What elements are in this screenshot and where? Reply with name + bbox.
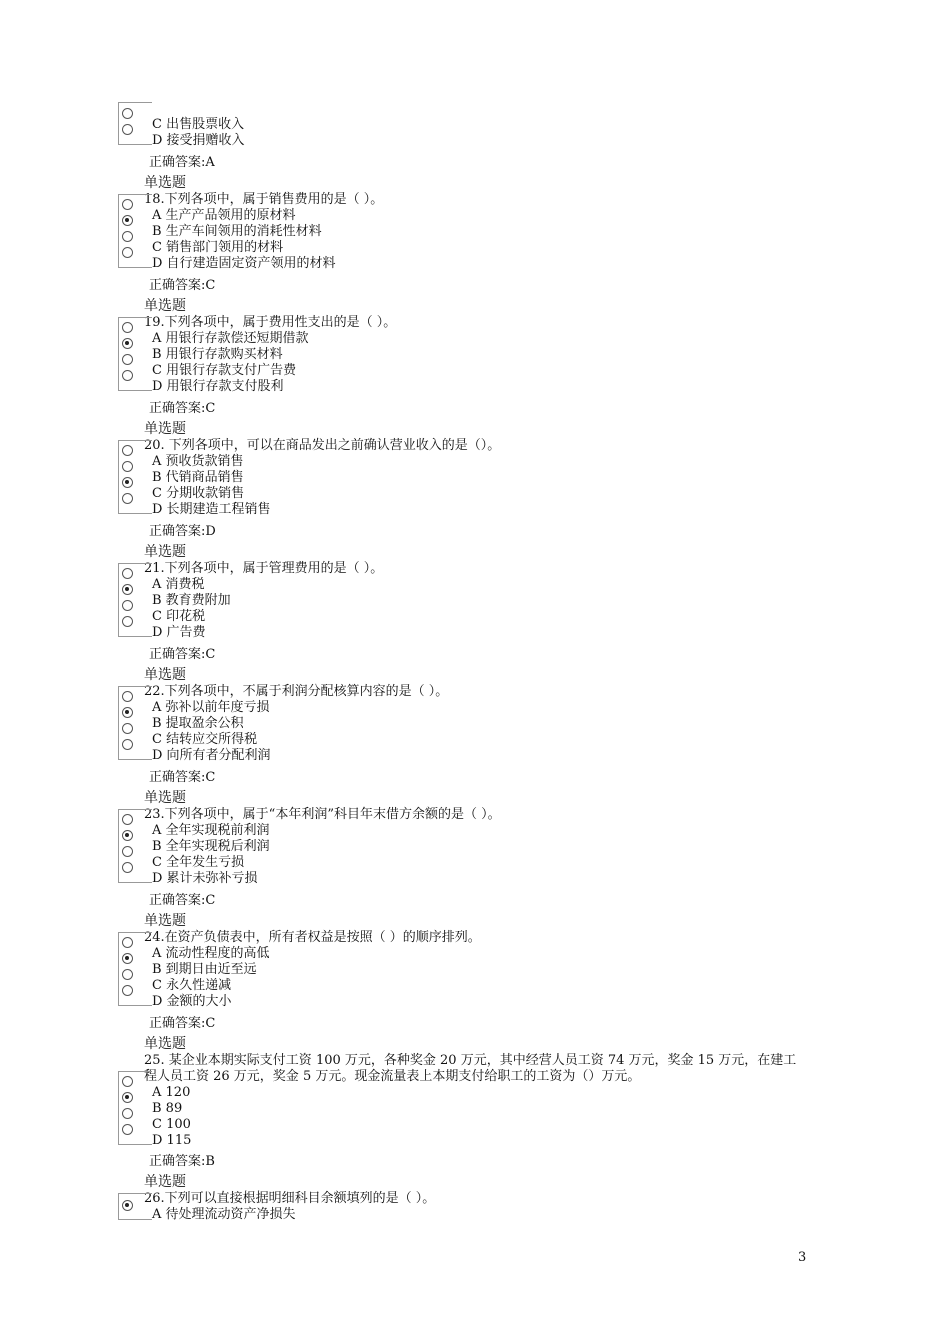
option-a: A 全年实现税前利润 xyxy=(152,823,270,838)
radio-option-a[interactable] xyxy=(122,445,133,456)
radio-option-a[interactable] xyxy=(122,568,133,579)
radio-option-b[interactable] xyxy=(122,584,133,595)
option-d: D 115 xyxy=(152,1133,192,1148)
option-c: C 结转应交所得税 xyxy=(152,732,258,747)
correct-answer: 正确答案:C xyxy=(149,401,216,416)
correct-answer: 正确答案:C xyxy=(149,1016,216,1031)
question-text: 23.下列各项中，属于“本年利润”科目年末借方余额的是（ ）。 xyxy=(144,807,501,822)
radio-option-a[interactable] xyxy=(122,199,133,210)
correct-answer: 正确答案:A xyxy=(149,155,215,170)
radio-option-c[interactable] xyxy=(122,969,133,980)
radio-option-a[interactable] xyxy=(122,814,133,825)
option-d: D 金额的大小 xyxy=(152,994,232,1009)
option-a: A 消费税 xyxy=(152,577,205,592)
question-19 xyxy=(118,298,818,418)
option-a: A 120 xyxy=(152,1085,191,1100)
option-b: B 89 xyxy=(152,1101,183,1116)
radio-option-a[interactable] xyxy=(122,1076,133,1087)
question-type-label: 单选题 xyxy=(144,667,186,683)
option-a: A 预收货款销售 xyxy=(152,454,244,469)
radio-option-d[interactable] xyxy=(122,1124,133,1135)
option-c: C 100 xyxy=(152,1117,191,1132)
question-type-label: 单选题 xyxy=(144,298,186,314)
question-type-label: 单选题 xyxy=(144,913,186,929)
option-c: C 分期收款销售 xyxy=(152,486,245,501)
radio-option-a[interactable] xyxy=(122,322,133,333)
option-c: C 全年发生亏损 xyxy=(152,855,245,870)
option-d: D 广告费 xyxy=(152,625,206,640)
radio-option-c[interactable] xyxy=(122,723,133,734)
question-24 xyxy=(118,913,818,1033)
option-b: B 生产车间领用的消耗性材料 xyxy=(152,224,322,239)
option-a: A 生产产品领用的原材料 xyxy=(152,208,296,223)
radio-option-b[interactable] xyxy=(122,830,133,841)
option-b: B 到期日由近至远 xyxy=(152,962,257,977)
radio-option-c[interactable] xyxy=(122,231,133,242)
option-c: C 销售部门领用的材料 xyxy=(152,240,284,255)
correct-answer: 正确答案:B xyxy=(149,1154,215,1169)
option-d: D 用银行存款支付股利 xyxy=(152,379,284,394)
option-d: D 自行建造固定资产领用的材料 xyxy=(152,256,336,271)
option-b: B 用银行存款购买材料 xyxy=(152,347,283,362)
radio-option-a[interactable] xyxy=(122,691,133,702)
question-text: 26.下列可以直接根据明细科目余额填列的是（ ）。 xyxy=(144,1191,436,1206)
question-25 xyxy=(118,1036,818,1176)
option-c: C 印花税 xyxy=(152,609,206,624)
question-type-label: 单选题 xyxy=(144,1174,186,1190)
radio-option-c[interactable] xyxy=(122,108,133,119)
radio-option-a[interactable] xyxy=(122,1200,133,1211)
correct-answer: 正确答案:C xyxy=(149,893,216,908)
radio-option-b[interactable] xyxy=(122,953,133,964)
radio-option-c[interactable] xyxy=(122,846,133,857)
correct-answer: 正确答案:C xyxy=(149,770,216,785)
radio-option-d[interactable] xyxy=(122,616,133,627)
radio-option-c[interactable] xyxy=(122,354,133,365)
radio-option-d[interactable] xyxy=(122,370,133,381)
page-number: 3 xyxy=(798,1250,807,1265)
question-18 xyxy=(118,175,818,295)
correct-answer: 正确答案:C xyxy=(149,278,216,293)
option-b: B 提取盈余公积 xyxy=(152,716,244,731)
question-text: 22.下列各项中，不属于利润分配核算内容的是（ ）。 xyxy=(144,684,449,699)
radio-option-d[interactable] xyxy=(122,247,133,258)
option-d: D 累计未弥补亏损 xyxy=(152,871,258,886)
radio-option-b[interactable] xyxy=(122,461,133,472)
option-b: B 教育费附加 xyxy=(152,593,231,608)
option-a: A 弥补以前年度亏损 xyxy=(152,700,270,715)
radio-option-b[interactable] xyxy=(122,338,133,349)
question-type-label: 单选题 xyxy=(144,1036,186,1052)
option-c: C 用银行存款支付广告费 xyxy=(152,363,297,378)
question-text: 21.下列各项中，属于管理费用的是（ ）。 xyxy=(144,561,384,576)
question-text: 20. 下列各项中，可以在商品发出之前确认营业收入的是（）。 xyxy=(144,438,501,453)
question-text: 18.下列各项中，属于销售费用的是（ ）。 xyxy=(144,192,384,207)
question-type-label: 单选题 xyxy=(144,790,186,806)
radio-option-a[interactable] xyxy=(122,937,133,948)
option-a: A 流动性程度的高低 xyxy=(152,946,270,961)
option-a: A 待处理流动资产净损失 xyxy=(152,1207,296,1222)
question-26 xyxy=(118,1174,818,1234)
question-type-label: 单选题 xyxy=(144,175,186,191)
radio-option-d[interactable] xyxy=(122,739,133,750)
question-20 xyxy=(118,421,818,541)
question-17-tail xyxy=(118,100,818,180)
correct-answer: 正确答案:C xyxy=(149,647,216,662)
radio-option-d[interactable] xyxy=(122,124,133,135)
radio-option-c[interactable] xyxy=(122,600,133,611)
option-d: D 长期建造工程销售 xyxy=(152,502,271,517)
question-text: 24.在资产负债表中，所有者权益是按照（ ）的顺序排列。 xyxy=(144,930,481,945)
radio-option-b[interactable] xyxy=(122,707,133,718)
option-b: B 全年实现税后利润 xyxy=(152,839,270,854)
radio-option-d[interactable] xyxy=(122,985,133,996)
option-a: A 用银行存款偿还短期借款 xyxy=(152,331,309,346)
radio-option-c[interactable] xyxy=(122,477,133,488)
question-type-label: 单选题 xyxy=(144,544,186,560)
question-22 xyxy=(118,667,818,787)
correct-answer: 正确答案:D xyxy=(149,524,216,539)
option-d: D 接受捐赠收入 xyxy=(152,133,245,148)
radio-option-d[interactable] xyxy=(122,862,133,873)
radio-option-b[interactable] xyxy=(122,1092,133,1103)
question-text: 19.下列各项中，属于费用性支出的是（ ）。 xyxy=(144,315,397,330)
question-23 xyxy=(118,790,818,910)
question-text: 25. 某企业本期实际支付工资 100 万元，各种奖金 20 万元，其中经营人员工资 74 万元，奖金 15 万元，在建工程人员工资 26 万元，奖金 5 万元。现金流量表上本期支付给职工的工资为（）万元。 xyxy=(144,1053,797,1084)
option-c: C 出售股票收入 xyxy=(152,117,245,132)
radio-option-d[interactable] xyxy=(122,493,133,504)
radio-option-c[interactable] xyxy=(122,1108,133,1119)
question-type-label: 单选题 xyxy=(144,421,186,437)
radio-option-b[interactable] xyxy=(122,215,133,226)
option-d: D 向所有者分配利润 xyxy=(152,748,271,763)
option-b: B 代销商品销售 xyxy=(152,470,244,485)
option-c: C 永久性递减 xyxy=(152,978,232,993)
question-21 xyxy=(118,544,818,664)
